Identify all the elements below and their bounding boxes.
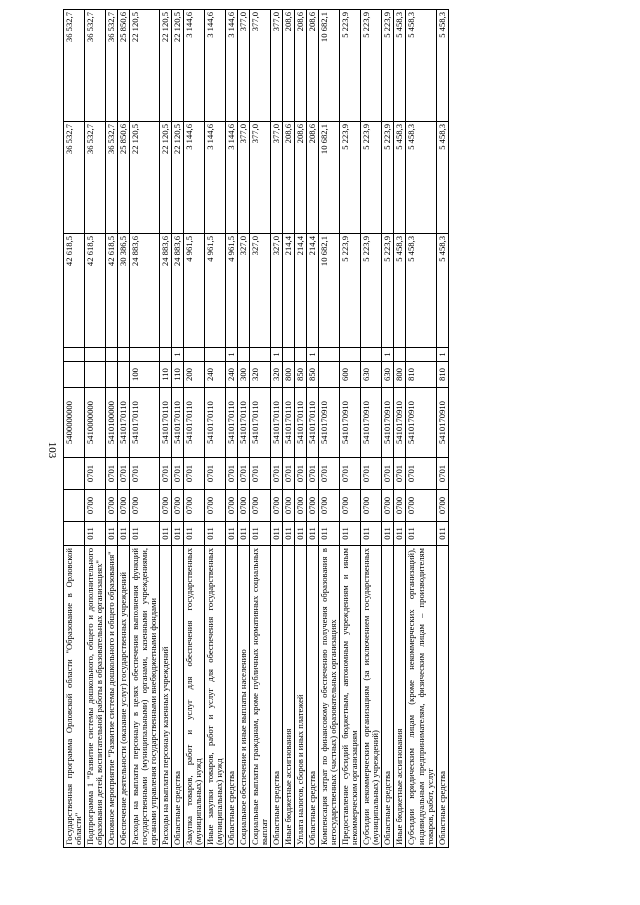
name-cell: Областные средства	[436, 546, 448, 848]
expense-type-cell: 200	[184, 362, 205, 388]
expense-type-cell: 320	[250, 362, 271, 388]
amount-year3-cell: 36 532,7	[64, 10, 85, 122]
expense-type-cell: 800	[283, 362, 295, 388]
expense-type-cell: 240	[226, 362, 238, 388]
table-row	[64, 10, 85, 848]
funding-source-cell: 1	[307, 348, 319, 362]
funding-source-cell: 1	[271, 348, 283, 362]
grbs-cell: 011	[382, 522, 394, 546]
grbs-cell: 011	[85, 522, 106, 546]
section-cell: 0700	[106, 490, 118, 522]
grbs-cell: 011	[118, 522, 130, 546]
table-row	[319, 10, 340, 848]
table-row	[406, 10, 436, 848]
table-row	[172, 10, 184, 848]
grbs-cell: 011	[250, 522, 271, 546]
amount-year2-cell: 208,6	[307, 122, 319, 234]
expense-type-cell: 800	[394, 362, 406, 388]
section-cell: 0700	[238, 490, 250, 522]
subsection-cell: 0701	[172, 458, 184, 490]
amount-year1-cell: 24 883,6	[172, 234, 184, 348]
section-cell: 0700	[271, 490, 283, 522]
name-cell: Социальные выплаты гражданам, кроме публичных нормативных социальных выплат	[250, 546, 271, 848]
amount-year2-cell: 3 144,6	[226, 122, 238, 234]
funding-source-cell	[184, 348, 205, 362]
amount-year3-cell: 5 458,3	[406, 10, 436, 122]
grbs-cell: 011	[436, 522, 448, 546]
expense-type-cell: 110	[160, 362, 172, 388]
amount-year2-cell: 22 120,5	[130, 122, 160, 234]
target-article-cell: 5410170110	[238, 388, 250, 458]
subsection-cell: 0701	[394, 458, 406, 490]
subsection-cell: 0701	[160, 458, 172, 490]
grbs-cell: 011	[205, 522, 226, 546]
amount-year3-cell: 36 532,7	[85, 10, 106, 122]
amount-year1-cell: 214,4	[283, 234, 295, 348]
section-cell: 0700	[382, 490, 394, 522]
name-cell: Областные средства	[382, 546, 394, 848]
amount-year3-cell: 5 458,3	[436, 10, 448, 122]
table-row	[436, 10, 448, 848]
table-row	[307, 10, 319, 848]
subsection-cell: 0701	[295, 458, 307, 490]
name-cell: Субсидии юридическим лицам (кроме некоммерческих организаций), индивидуальным предпринимателям, физическим лицам – производителям товаров, работ, услуг	[406, 546, 436, 848]
subsection-cell: 0701	[118, 458, 130, 490]
table-row	[271, 10, 283, 848]
target-article-cell: 5410170110	[205, 388, 226, 458]
subsection-cell: 0701	[382, 458, 394, 490]
amount-year2-cell: 208,6	[295, 122, 307, 234]
name-cell: Иные бюджетные ассигнования	[394, 546, 406, 848]
section-cell: 0700	[394, 490, 406, 522]
expense-type-cell	[106, 362, 118, 388]
amount-year1-cell: 42 618,5	[106, 234, 118, 348]
table-row	[340, 10, 361, 848]
expense-type-cell: 320	[271, 362, 283, 388]
target-article-cell: 5410170110	[130, 388, 160, 458]
amount-year2-cell: 5 223,9	[340, 122, 361, 234]
expense-type-cell	[118, 362, 130, 388]
target-article-cell: 5410170110	[172, 388, 184, 458]
funding-source-cell	[85, 348, 106, 362]
amount-year1-cell: 5 458,3	[394, 234, 406, 348]
grbs-cell: 011	[271, 522, 283, 546]
grbs-cell: 011	[340, 522, 361, 546]
grbs-cell: 011	[361, 522, 382, 546]
table-row	[295, 10, 307, 848]
section-cell: 0700	[361, 490, 382, 522]
name-cell: Расходы на выплаты персоналу в целях обеспечения выполнения функций государственными (муниципальными) органами, казенными учреждениями, органами управления государственными внебюджетными фондами	[130, 546, 160, 848]
grbs-cell: 011	[130, 522, 160, 546]
name-cell: Государственная программа Орловской области "Образование в Орловской области"	[64, 546, 85, 848]
section-cell: 0700	[307, 490, 319, 522]
expense-type-cell: 100	[130, 362, 160, 388]
amount-year3-cell: 25 850,6	[118, 10, 130, 122]
amount-year3-cell: 5 458,3	[394, 10, 406, 122]
funding-source-cell	[238, 348, 250, 362]
section-cell: 0700	[406, 490, 436, 522]
grbs-cell: 011	[295, 522, 307, 546]
amount-year2-cell: 22 120,5	[172, 122, 184, 234]
expense-type-cell: 300	[238, 362, 250, 388]
amount-year3-cell: 5 223,9	[361, 10, 382, 122]
table-row	[361, 10, 382, 848]
grbs-cell: 011	[406, 522, 436, 546]
funding-source-cell	[130, 348, 160, 362]
target-article-cell: 5410170910	[361, 388, 382, 458]
name-cell: Расходы на выплаты персоналу казенных учреждений	[160, 546, 172, 848]
subsection-cell: 0701	[436, 458, 448, 490]
name-cell: Основное мероприятие "Развитие системы дошкольного и общего образования"	[106, 546, 118, 848]
subsection-cell: 0701	[406, 458, 436, 490]
name-cell: Закупка товаров, работ и услуг для обеспечения государственных (муниципальных) нужд	[184, 546, 205, 848]
amount-year2-cell: 5 223,9	[361, 122, 382, 234]
amount-year1-cell: 4 961,5	[205, 234, 226, 348]
subsection-cell	[64, 458, 85, 490]
funding-source-cell	[64, 348, 85, 362]
target-article-cell: 5410170910	[406, 388, 436, 458]
amount-year3-cell: 208,6	[295, 10, 307, 122]
expense-type-cell: 240	[205, 362, 226, 388]
table-row	[238, 10, 250, 848]
amount-year2-cell: 377,0	[250, 122, 271, 234]
amount-year2-cell: 3 144,6	[184, 122, 205, 234]
table-row	[283, 10, 295, 848]
amount-year2-cell: 10 682,1	[319, 122, 340, 234]
funding-source-cell: 1	[436, 348, 448, 362]
table-row	[106, 10, 118, 848]
amount-year3-cell: 5 223,9	[340, 10, 361, 122]
amount-year3-cell: 22 120,5	[160, 10, 172, 122]
subsection-cell: 0701	[319, 458, 340, 490]
funding-source-cell	[283, 348, 295, 362]
expense-type-cell	[85, 362, 106, 388]
funding-source-cell	[295, 348, 307, 362]
amount-year1-cell: 5 458,3	[406, 234, 436, 348]
table-row	[382, 10, 394, 848]
amount-year1-cell: 214,4	[307, 234, 319, 348]
subsection-cell: 0701	[238, 458, 250, 490]
amount-year2-cell: 22 120,5	[160, 122, 172, 234]
target-article-cell: 5410170910	[340, 388, 361, 458]
funding-source-cell	[361, 348, 382, 362]
amount-year3-cell: 3 144,6	[184, 10, 205, 122]
target-article-cell: 5410170110	[307, 388, 319, 458]
target-article-cell: 5410100000	[106, 388, 118, 458]
amount-year2-cell: 208,6	[283, 122, 295, 234]
funding-source-cell	[250, 348, 271, 362]
name-cell: Компенсация затрат по финансовому обеспечению получения образования в негосударственных (частных) образовательных организациях	[319, 546, 340, 848]
target-article-cell: 5410170110	[250, 388, 271, 458]
amount-year1-cell: 24 883,6	[130, 234, 160, 348]
name-cell: Иные закупки товаров, работ и услуг для обеспечения государственных (муниципальных) нужд	[205, 546, 226, 848]
section-cell: 0700	[319, 490, 340, 522]
section-cell: 0700	[205, 490, 226, 522]
target-article-cell: 5410170910	[382, 388, 394, 458]
expense-type-cell: 810	[406, 362, 436, 388]
section-cell: 0700	[295, 490, 307, 522]
subsection-cell: 0701	[250, 458, 271, 490]
target-article-cell: 5410170110	[226, 388, 238, 458]
expense-type-cell: 630	[361, 362, 382, 388]
grbs-cell	[64, 522, 85, 546]
amount-year3-cell: 22 120,5	[130, 10, 160, 122]
expense-type-cell: 110	[172, 362, 184, 388]
target-article-cell: 5410170110	[295, 388, 307, 458]
section-cell: 0700	[436, 490, 448, 522]
section-cell: 0700	[250, 490, 271, 522]
section-cell: 0700	[340, 490, 361, 522]
target-article-cell: 5410170110	[271, 388, 283, 458]
expense-type-cell: 850	[295, 362, 307, 388]
subsection-cell: 0701	[283, 458, 295, 490]
name-cell: Предоставление субсидий бюджетным, автономным учреждениям и иным некоммерческим организациям	[340, 546, 361, 848]
expense-type-cell	[64, 362, 85, 388]
section-cell: 0700	[118, 490, 130, 522]
grbs-cell: 011	[283, 522, 295, 546]
amount-year3-cell: 5 223,9	[382, 10, 394, 122]
grbs-cell: 011	[184, 522, 205, 546]
name-cell: Областные средства	[172, 546, 184, 848]
amount-year2-cell: 36 532,7	[85, 122, 106, 234]
grbs-cell: 011	[394, 522, 406, 546]
amount-year2-cell: 5 458,3	[436, 122, 448, 234]
target-article-cell: 5410170110	[118, 388, 130, 458]
amount-year1-cell: 327,0	[238, 234, 250, 348]
table-row	[184, 10, 205, 848]
subsection-cell: 0701	[361, 458, 382, 490]
amount-year1-cell: 327,0	[271, 234, 283, 348]
amount-year3-cell: 36 532,7	[106, 10, 118, 122]
subsection-cell: 0701	[271, 458, 283, 490]
expense-type-cell: 600	[340, 362, 361, 388]
name-cell: Уплата налогов, сборов и иных платежей	[295, 546, 307, 848]
funding-source-cell	[118, 348, 130, 362]
subsection-cell: 0701	[184, 458, 205, 490]
amount-year2-cell: 25 850,6	[118, 122, 130, 234]
amount-year2-cell: 3 144,6	[205, 122, 226, 234]
amount-year1-cell: 42 618,5	[85, 234, 106, 348]
amount-year3-cell: 3 144,6	[226, 10, 238, 122]
amount-year1-cell: 5 223,9	[340, 234, 361, 348]
target-article-cell: 5410170910	[436, 388, 448, 458]
amount-year3-cell: 377,0	[271, 10, 283, 122]
table-row	[160, 10, 172, 848]
grbs-cell: 011	[319, 522, 340, 546]
amount-year1-cell: 5 223,9	[361, 234, 382, 348]
amount-year1-cell: 10 682,1	[319, 234, 340, 348]
amount-year3-cell: 208,6	[283, 10, 295, 122]
rotated-page	[63, 10, 573, 848]
table-row	[394, 10, 406, 848]
funding-source-cell	[205, 348, 226, 362]
grbs-cell: 011	[106, 522, 118, 546]
target-article-cell: 5410170910	[319, 388, 340, 458]
table-row	[205, 10, 226, 848]
amount-year1-cell: 214,4	[295, 234, 307, 348]
amount-year3-cell: 377,0	[238, 10, 250, 122]
table-row	[85, 10, 106, 848]
expense-type-cell: 810	[436, 362, 448, 388]
amount-year1-cell: 5 458,3	[436, 234, 448, 348]
name-cell: Обеспечение деятельности (оказание услуг) государственных учреждений	[118, 546, 130, 848]
expense-type-cell: 630	[382, 362, 394, 388]
name-cell: Областные средства	[307, 546, 319, 848]
target-article-cell: 5410170110	[160, 388, 172, 458]
section-cell: 0700	[184, 490, 205, 522]
section-cell	[64, 490, 85, 522]
grbs-cell: 011	[238, 522, 250, 546]
budget-table	[63, 9, 449, 848]
amount-year3-cell: 22 120,5	[172, 10, 184, 122]
funding-source-cell	[319, 348, 340, 362]
target-article-cell: 5410170910	[394, 388, 406, 458]
amount-year1-cell: 4 961,5	[184, 234, 205, 348]
name-cell: Субсидии некоммерческим организациям (за исключением государственных (муниципальных) учреждений)	[361, 546, 382, 848]
subsection-cell: 0701	[130, 458, 160, 490]
funding-source-cell	[106, 348, 118, 362]
funding-source-cell: 1	[226, 348, 238, 362]
name-cell: Социальное обеспечение и иные выплаты населению	[238, 546, 250, 848]
name-cell: Областные средства	[226, 546, 238, 848]
section-cell: 0700	[172, 490, 184, 522]
amount-year1-cell: 327,0	[250, 234, 271, 348]
funding-source-cell: 1	[172, 348, 184, 362]
section-cell: 0700	[226, 490, 238, 522]
subsection-cell: 0701	[85, 458, 106, 490]
section-cell: 0700	[85, 490, 106, 522]
section-cell: 0700	[283, 490, 295, 522]
amount-year2-cell: 36 532,7	[64, 122, 85, 234]
amount-year1-cell: 4 961,5	[226, 234, 238, 348]
section-cell: 0700	[130, 490, 160, 522]
amount-year1-cell: 42 618,5	[64, 234, 85, 348]
funding-source-cell: 1	[382, 348, 394, 362]
amount-year3-cell: 208,6	[307, 10, 319, 122]
subsection-cell: 0701	[226, 458, 238, 490]
amount-year2-cell: 5 458,3	[406, 122, 436, 234]
amount-year3-cell: 3 144,6	[205, 10, 226, 122]
table-row	[118, 10, 130, 848]
subsection-cell: 0701	[205, 458, 226, 490]
grbs-cell: 011	[160, 522, 172, 546]
amount-year3-cell: 10 682,1	[319, 10, 340, 122]
amount-year2-cell: 377,0	[271, 122, 283, 234]
target-article-cell: 5410000000	[85, 388, 106, 458]
amount-year1-cell: 30 386,5	[118, 234, 130, 348]
table-row	[226, 10, 238, 848]
subsection-cell: 0701	[340, 458, 361, 490]
target-article-cell: 5410170110	[283, 388, 295, 458]
section-cell: 0700	[160, 490, 172, 522]
subsection-cell: 0701	[106, 458, 118, 490]
funding-source-cell	[160, 348, 172, 362]
amount-year1-cell: 24 883,6	[160, 234, 172, 348]
expense-type-cell: 850	[307, 362, 319, 388]
grbs-cell: 011	[226, 522, 238, 546]
expense-type-cell	[319, 362, 340, 388]
amount-year2-cell: 36 532,7	[106, 122, 118, 234]
name-cell: Областные средства	[271, 546, 283, 848]
funding-source-cell	[406, 348, 436, 362]
subsection-cell: 0701	[307, 458, 319, 490]
grbs-cell: 011	[172, 522, 184, 546]
funding-source-cell	[340, 348, 361, 362]
table-row	[130, 10, 160, 848]
table-body	[64, 10, 449, 848]
amount-year1-cell: 5 223,9	[382, 234, 394, 348]
target-article-cell: 5410170110	[184, 388, 205, 458]
funding-source-cell	[394, 348, 406, 362]
amount-year2-cell: 5 458,3	[394, 122, 406, 234]
amount-year3-cell: 377,0	[250, 10, 271, 122]
name-cell: Иные бюджетные ассигнования	[283, 546, 295, 848]
grbs-cell: 011	[307, 522, 319, 546]
name-cell: Подпрограмма 1 "Развитие системы дошкольного, общего и дополнительного образования детей, воспитательной работы в образовательных организациях"	[85, 546, 106, 848]
table-row	[250, 10, 271, 848]
page-number: 103	[46, 441, 58, 459]
amount-year2-cell: 5 223,9	[382, 122, 394, 234]
amount-year2-cell: 377,0	[238, 122, 250, 234]
target-article-cell: 5400000000	[64, 388, 85, 458]
